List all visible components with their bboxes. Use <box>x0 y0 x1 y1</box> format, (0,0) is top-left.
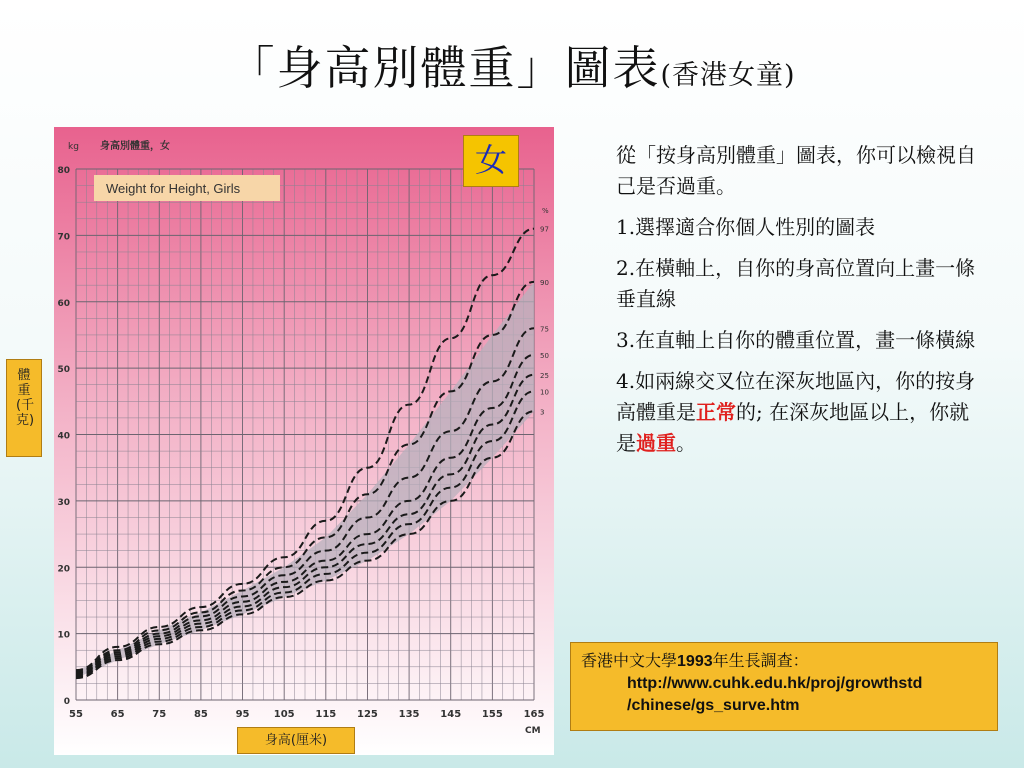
y-axis-label: 體重(千克) <box>16 368 35 428</box>
instructions-step-1: 1.選擇適合你個人性別的圖表 <box>616 215 876 239</box>
source-note <box>570 642 998 731</box>
percentile-label-10: 10 <box>540 388 549 397</box>
percentile-label-90: 90 <box>540 278 549 287</box>
source-prefix: 香港中文大學 <box>581 653 678 670</box>
x-tick-label: 145 <box>440 709 462 720</box>
x-tick-label: 155 <box>481 709 503 720</box>
step-4-text-a: 4.如兩線交叉位在深灰地區內，你的按身高體重是 <box>616 369 976 424</box>
x-tick-label: 165 <box>523 709 545 720</box>
y-tick-label: 40 <box>57 431 70 442</box>
chart-panel <box>54 127 554 755</box>
source-suffix: 年生長調查： <box>712 653 809 670</box>
x-tick-label: 125 <box>357 709 378 720</box>
percentile-label-25: 25 <box>540 371 549 380</box>
y-tick-label: 10 <box>57 630 70 641</box>
y-tick-label: 20 <box>57 564 70 575</box>
x-tick-label: 135 <box>398 709 420 720</box>
chart-title: 身高別體重，女 <box>100 141 170 152</box>
y-tick-label: 70 <box>57 232 70 243</box>
overweight-highlight: 過重 <box>636 431 676 455</box>
source-url-line-2[interactable]: /chinese/gs_surve.htm <box>627 697 800 714</box>
percent-unit-label: % <box>542 207 549 215</box>
page-title <box>0 32 1024 98</box>
instructions-step-2: 2.在橫軸上，自你的身高位置向上畫一條垂直線 <box>616 256 976 311</box>
page-title-main: 「身高別體重」圖表 <box>228 41 661 95</box>
x-tick-label: 85 <box>193 709 208 720</box>
x-tick-label: 75 <box>152 709 167 720</box>
instructions-step-4 <box>616 366 976 459</box>
source-url-line-1[interactable]: http://www.cuhk.edu.hk/proj/growthstd <box>627 675 923 692</box>
step-4-text-b: 的; 在深灰地區以上，你就是 <box>616 400 970 455</box>
instructions-step-3: 3.在直軸上自你的體重位置，畫一條橫線 <box>616 328 976 352</box>
percentile-label-3: 3 <box>540 408 545 417</box>
y-axis-label-box <box>6 359 42 457</box>
source-title <box>581 651 987 673</box>
x-tick-label: 105 <box>273 709 295 720</box>
x-axis-label-box: 身高(厘米) <box>237 727 355 754</box>
source-year: 1993 <box>677 653 713 670</box>
x-unit-label: CM <box>525 726 541 736</box>
gender-badge: 女 <box>463 135 519 187</box>
percentile-label-97: 97 <box>540 225 549 234</box>
weight-for-height-chart <box>54 127 554 755</box>
normal-highlight: 正常 <box>696 400 736 424</box>
y-tick-label: 80 <box>57 166 70 176</box>
page-title-sub: (香港女童) <box>660 60 796 91</box>
x-tick-label: 115 <box>315 709 337 720</box>
y-tick-label: 60 <box>57 298 70 309</box>
y-tick-label: 0 <box>63 697 70 707</box>
x-tick-label: 55 <box>69 709 83 720</box>
y-unit-label: kg <box>68 142 79 152</box>
instructions-panel <box>616 140 976 469</box>
percentile-label-75: 75 <box>540 325 549 334</box>
step-4-text-c: 。 <box>676 431 696 455</box>
chart-subtitle: Weight for Height, Girls <box>106 181 241 196</box>
y-tick-label: 50 <box>57 365 70 376</box>
x-tick-label: 95 <box>235 709 250 720</box>
x-tick-label: 65 <box>110 709 125 720</box>
percentile-label-50: 50 <box>540 351 549 360</box>
y-tick-label: 30 <box>57 497 70 508</box>
instructions-intro: 從「按身高別體重」圖表，你可以檢視自己是否過重。 <box>616 143 976 198</box>
